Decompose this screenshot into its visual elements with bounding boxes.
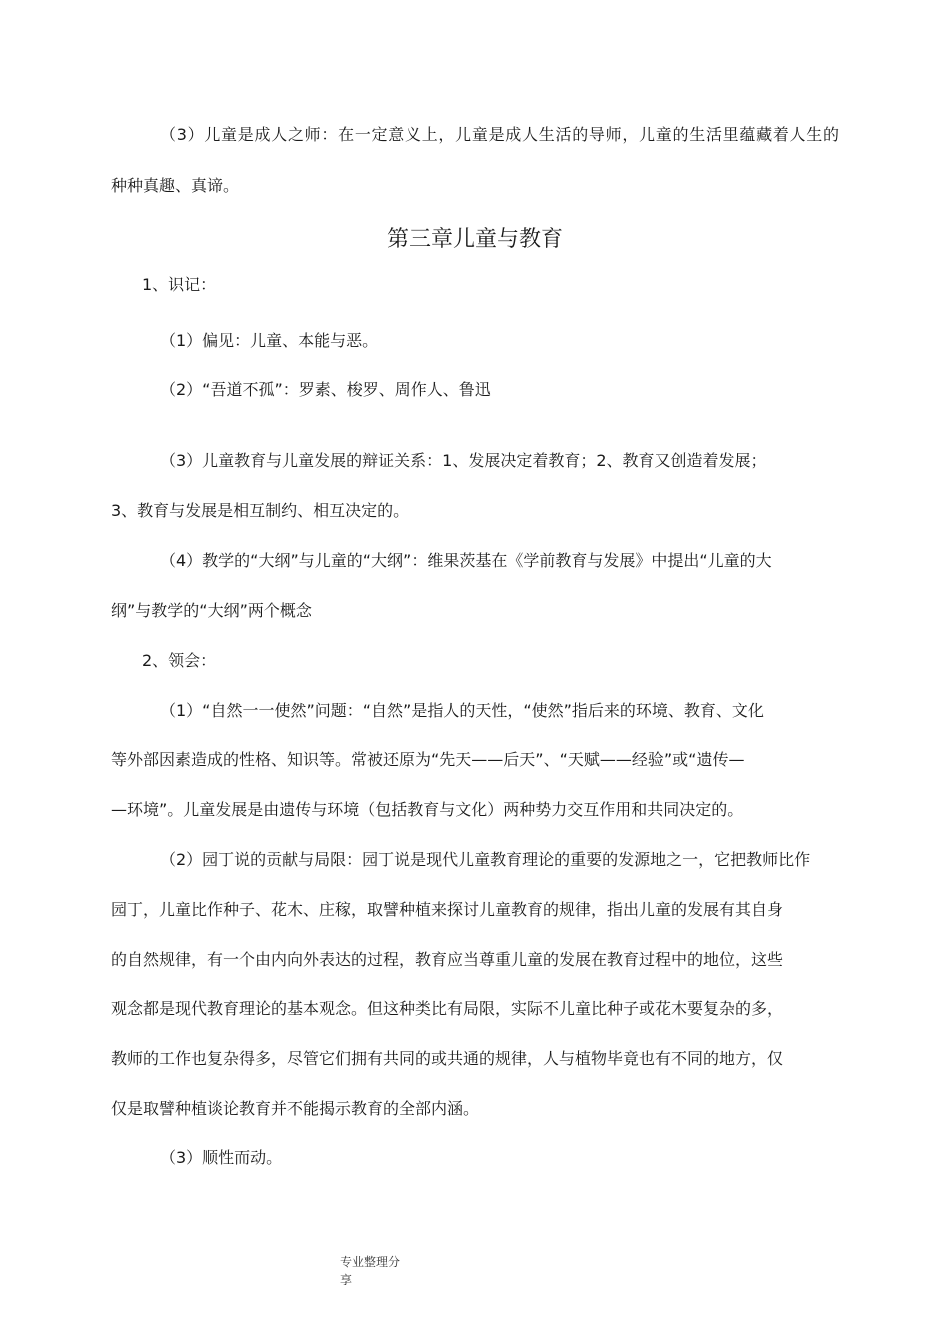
list-item-continuation: 的自然规律，有一个由内向外表达的过程，教育应当尊重儿童的发展在教育过程中的地位，这些 xyxy=(111,950,784,969)
list-item: （4）教学的“大纲”与儿童的“大纲”：维果茨基在《学前教育与发展》中提出“儿童的大 xyxy=(160,551,772,570)
list-item-continuation: 园丁，儿童比作种子、花木、庄稼，取譬种植来探讨儿童教育的规律，指出儿童的发展有其自身 xyxy=(111,900,784,919)
list-item-continuation: 教师的工作也复杂得多，尽管它们拥有共同的或共通的规律，人与植物毕竟也有不同的地方，仅 xyxy=(111,1049,784,1068)
list-item-continuation: 仅是取譬种植谈论教育并不能揭示教育的全部内涵。 xyxy=(111,1099,480,1118)
list-item: （2）园丁说的贡献与局限：园丁说是现代儿童教育理论的重要的发源地之一，它把教师比作 xyxy=(160,850,811,869)
section-heading: 1、识记： xyxy=(142,275,217,294)
paragraph-line xyxy=(111,124,839,146)
list-item-continuation: 纲”与教学的“大纲”两个概念 xyxy=(111,601,312,620)
section-heading: 2、领会： xyxy=(142,651,217,670)
paragraph-line: 种种真趣、真谛。 xyxy=(111,176,240,195)
list-item-continuation: —环境”。儿童发展是由遗传与环境（包括教育与文化）两种势力交互作用和共同决定的。 xyxy=(111,800,744,819)
paragraph-text: （3）儿童是成人之师：在一定意义上，儿童是成人生活的导师，儿童的生活里蕴藏着人生的 xyxy=(160,125,839,144)
chapter-title: 第三章儿童与教育 xyxy=(386,227,563,252)
list-item: （2）“吾道不孤”：罗素、梭罗、周作人、鲁迅 xyxy=(160,380,491,399)
list-item: （1）偏见：儿童、本能与恶。 xyxy=(160,331,379,350)
list-item: （3）儿童教育与儿童发展的辩证关系：1、发展决定着教育；2、教育又创造着发展； xyxy=(160,451,767,470)
list-item: （1）“自然一一使然”问题：“自然”是指人的天性，“使然”指后来的环境、教育、文化 xyxy=(160,701,764,720)
footer-text: 享 xyxy=(340,1273,353,1287)
list-item-continuation: 等外部因素造成的性格、知识等。常被还原为“先天——后天”、“天赋——经验”或“遗传— xyxy=(111,750,745,769)
list-item-continuation: 3、教育与发展是相互制约、相互决定的。 xyxy=(111,501,410,520)
footer-text: 专业整理分 xyxy=(340,1255,401,1269)
list-item: （3）顺性而动。 xyxy=(160,1148,283,1167)
list-item-continuation: 观念都是现代教育理论的基本观念。但这种类比有局限，实际不儿童比种子或花木要复杂的多， xyxy=(111,999,784,1018)
